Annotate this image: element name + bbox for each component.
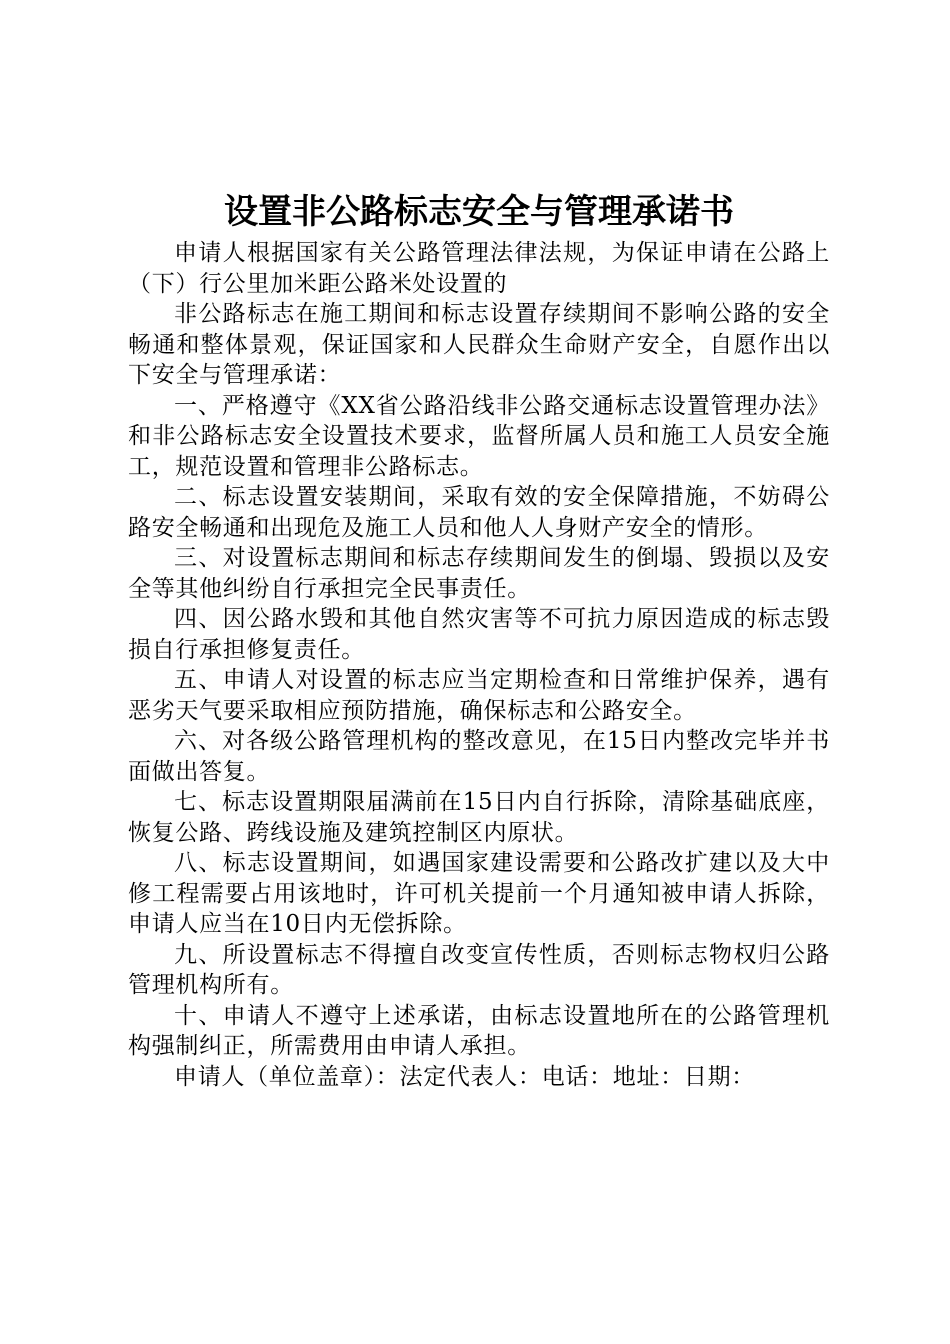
paragraph-clause-8: 八、标志设置期间，如遇国家建设需要和公路改扩建以及大中修工程需要占用该地时，许可机关提前一个月通知被申请人拆除，申请人应当在10日内无偿拆除。 xyxy=(128,850,830,937)
paragraph-clause-2: 二、标志设置安装期间，采取有效的安全保障措施，不妨碍公路安全畅通和出现危及施工人员和他人人身财产安全的情形。 xyxy=(128,484,830,541)
paragraph-clause-5: 五、申请人对设置的标志应当定期检查和日常维护保养，遇有恶劣天气要采取相应预防措施，确保标志和公路安全。 xyxy=(128,667,830,724)
signature-line: 申请人（单位盖章）：法定代表人：电话：地址：日期： xyxy=(174,1063,755,1090)
paragraph-clause-10: 十、申请人不遵守上述承诺，由标志设置地所在的公路管理机构强制纠正，所需费用由申请人承担。 xyxy=(128,1002,830,1059)
paragraph-clause-6: 六、对各级公路管理机构的整改意见，在15日内整改完毕并书面做出答复。 xyxy=(128,728,830,785)
paragraph-clause-4: 四、因公路水毁和其他自然灾害等不可抗力原因造成的标志毁损自行承担修复责任。 xyxy=(128,606,830,663)
paragraph-clause-7: 七、标志设置期限届满前在15日内自行拆除，清除基础底座，恢复公路、跨线设施及建筑控制区内原状。 xyxy=(128,789,830,846)
paragraph-clause-3: 三、对设置标志期间和标志存续期间发生的倒塌、毁损以及安全等其他纠纷自行承担完全民事责任。 xyxy=(128,545,830,602)
document-page xyxy=(128,190,830,1092)
document-title: 设置非公路标志安全与管理承诺书 xyxy=(224,192,734,232)
paragraph-clause-9: 九、所设置标志不得擅自改变宣传性质，否则标志物权归公路管理机构所有。 xyxy=(128,941,830,998)
paragraph-intro: 申请人根据国家有关公路管理法律法规，为保证申请在公路上（下）行公里加米距公路米处设置的 xyxy=(128,240,830,297)
paragraph-clause-1: 一、严格遵守《XX省公路沿线非公路交通标志设置管理办法》和非公路标志安全设置技术要求，监督所属人员和施工人员安全施工，规范设置和管理非公路标志。 xyxy=(128,392,830,480)
paragraph-preamble: 非公路标志在施工期间和标志设置存续期间不影响公路的安全畅通和整体景观，保证国家和人民群众生命财产安全，自愿作出以下安全与管理承诺： xyxy=(128,301,830,388)
